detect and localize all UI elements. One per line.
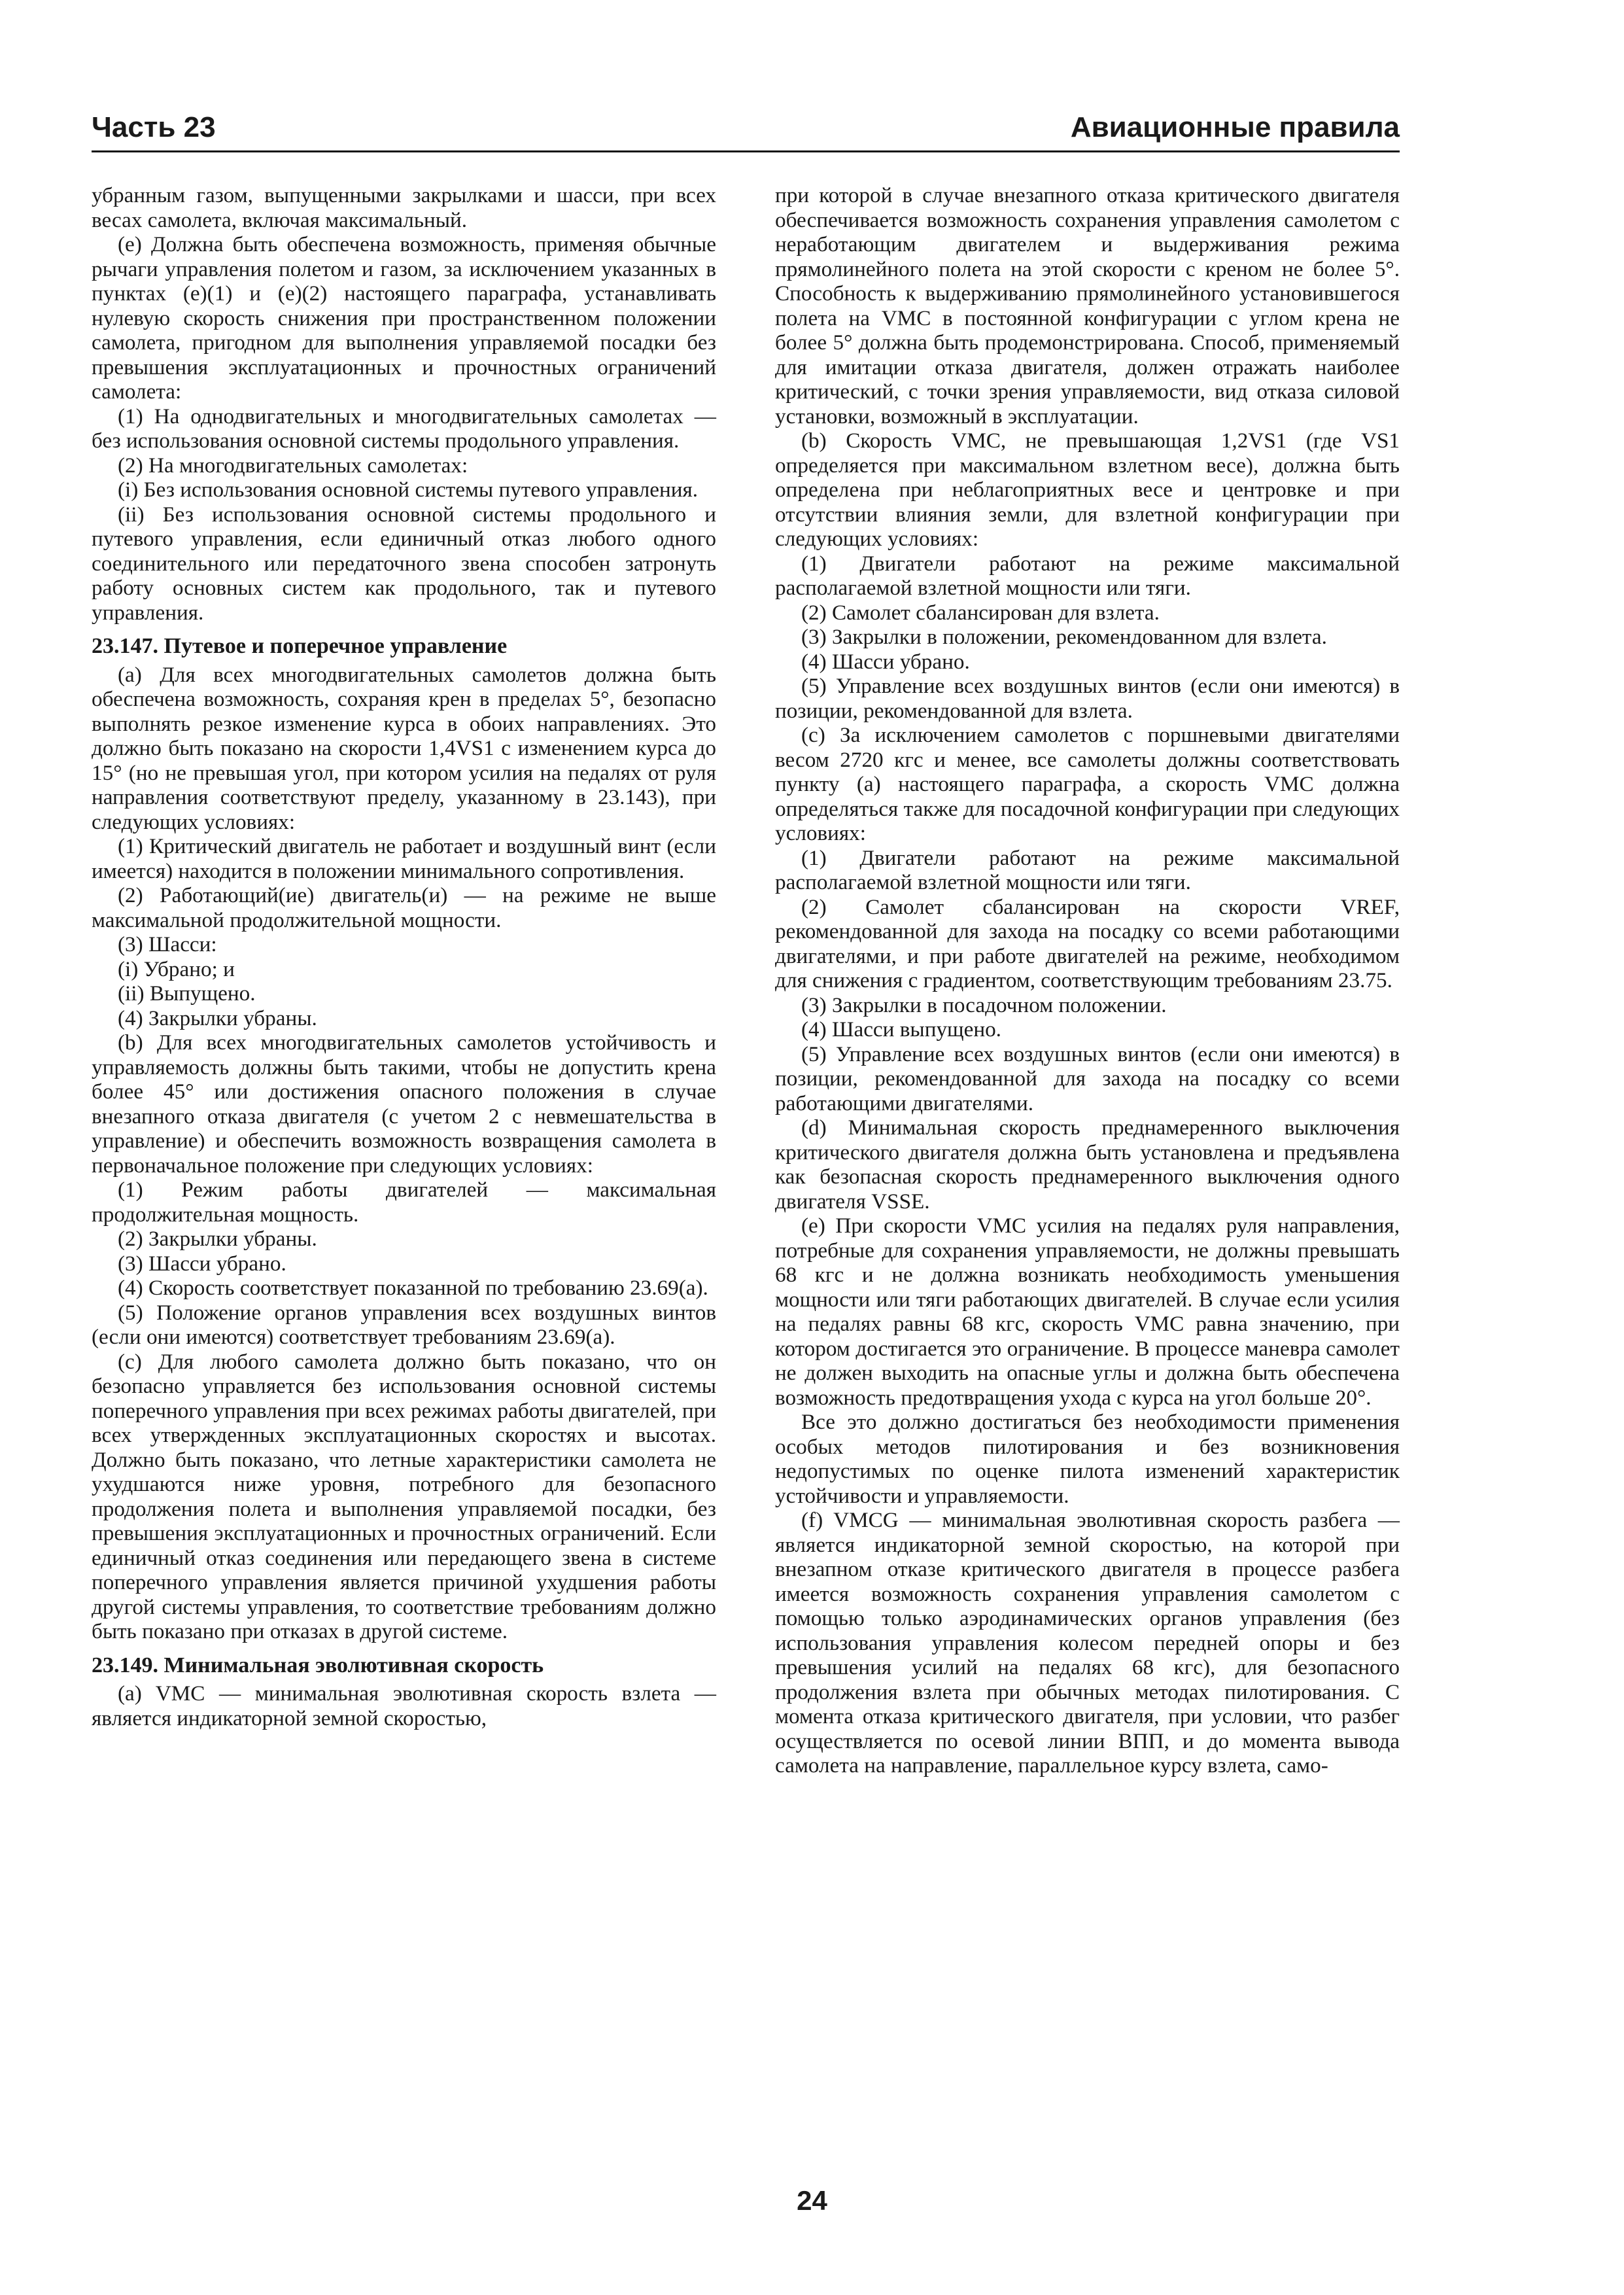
paragraph: (2) Самолет сбалансирован для взлета. <box>801 600 1160 625</box>
header-title: Авиационные правила <box>1070 111 1400 143</box>
paragraph: (e) При скорости VMC усилия на педалях руля направления, потребные для сохранения управляемости, не должны превышать 68 кгс и не должна возникать необходимость уменьшения мощности или тяги работающих двигателей. В случае если усилия на педалях равны 68 кгс, скорость VMC равна значению, при котором достигается это ограничение. В процессе маневра самолет не должен выходить на опасные углы и должна быть обеспечена возможность предотвращения ухода с курса на угол больше 20°. <box>775 1214 1400 1410</box>
page-header <box>92 98 1400 152</box>
paragraph: (4) Закрылки убраны. <box>118 1006 317 1030</box>
paragraph: (c) За исключением самолетов с поршневыми двигателями весом 2720 кгс и менее, все самолеты должны соответствовать пункту (a) настоящего параграфа, а скорость VMC должна определяться также для посадочной конфигурации при следующих условиях: <box>775 723 1400 845</box>
paragraph: (3) Закрылки в положении, рекомендованном для взлета. <box>801 625 1327 649</box>
paragraph: (d) Минимальная скорость преднамеренного выключения критического двигателя должна быть установлена и предъявлена как безопасная скорость преднамеренного выключения одного двигателя VSSE. <box>775 1115 1400 1214</box>
paragraph: (1) Режим работы двигателей — максимальная продолжительная мощность. <box>92 1178 716 1227</box>
paragraph: (a) VMC — минимальная эволютивная скорость взлета — является индикаторной земной скоростью, <box>92 1681 716 1730</box>
section-heading: 23.147. Путевое и поперечное управление <box>92 634 508 658</box>
section-heading: 23.149. Минимальная эволютивная скорость <box>92 1653 544 1677</box>
paragraph: (c) Для любого самолета должно быть показано, что он безопасно управляется без использования основной системы поперечного управления при всех режимах работы двигателей, при всех утвержденных эксплуатационных скоростях и высотах. Должно быть показано, что летные характеристики самолета не ухудшаются ниже уровня, потребного для безопасного продолжения полета и выполнения управляемой посадки, без превышения эксплуатационных и прочностных ограничений. Если единичный отказ соединения или передающего звена в системе поперечного управления является причиной ухудшения работы другой системы управления, то соответствие требованиям должно быть показано при отказах в другой системе. <box>92 1349 716 1643</box>
paragraph: (4) Шасси убрано. <box>801 649 970 674</box>
paragraph: (1) На однодвигательных и многодвигательных самолетах — без использования основной системы продольного управления. <box>92 404 716 453</box>
paragraph: (b) Скорость VMC, не превышающая 1,2VS1 (где VS1 определяется при максимальном взлетном весе), должна быть определена при неблагоприятных весе и центровке и при отсутствии влияния земли, для взлетной конфигурации при следующих условиях: <box>775 429 1400 551</box>
paragraph: (3) Закрылки в посадочном положении. <box>801 992 1167 1017</box>
paragraph: (5) Управление всех воздушных винтов (если они имеются) в позиции, рекомендованной для захода на посадку со всеми работающими двигателями. <box>775 1042 1400 1115</box>
paragraph: (5) Управление всех воздушных винтов (если они имеются) в позиции, рекомендованной для взлета. <box>775 674 1400 723</box>
paragraph: (a) Для всех многодвигательных самолетов должна быть обеспечена возможность, сохраняя крен в пределах 5°, безопасно выполнять резкое изменение курса в обоих направлениях. Это должно быть показано на скорости 1,4VS1 с изменением курса до 15° (но не превышая угол, при котором усилия на педалях от руля направления соответствуют пределу, указанному в 23.143), при следующих условиях: <box>92 662 716 834</box>
page-number: 24 <box>797 2185 827 2216</box>
paragraph: убранным газом, выпущенными закрылками и шасси, при всех весах самолета, включая максимальный. <box>92 183 716 232</box>
paragraph: (ii) Выпущено. <box>118 981 256 1006</box>
paragraph: (3) Шасси: <box>118 932 217 956</box>
paragraph: (2) Самолет сбалансирован на скорости VREF, рекомендованной для захода на посадку со всеми работающими двигателями, и при работе двигателей на режиме, необходимом для снижения с градиентом, соответствующим требованиям 23.75. <box>775 894 1400 992</box>
paragraph: (3) Шасси убрано. <box>118 1251 286 1276</box>
paragraph: (i) Убрано; и <box>118 956 235 981</box>
paragraph: (1) Критический двигатель не работает и воздушный винт (если имеется) находится в положении минимального сопротивления. <box>92 834 716 883</box>
right-column <box>775 183 1400 1778</box>
paragraph: (ii) Без использования основной системы продольного и путевого управления, если единичный отказ любого одного соединительного или передаточного звена способен затронуть работу основных систем как продольного, так и путевого управления. <box>92 502 716 625</box>
paragraph: Все это должно достигаться без необходимости применения особых методов пилотирования и без возникновения недопустимых по оценке пилота изменений характеристик устойчивости и управляемости. <box>775 1410 1400 1508</box>
paragraph: (b) Для всех многодвигательных самолетов устойчивость и управляемость должны быть такими, чтобы не допустить крена более 45° или достижения опасного положения в случае внезапного отказа двигателя (с учетом 2 с невмешательства в управление) и обеспечить возможность возвращения самолета в первоначальное положение при следующих условиях: <box>92 1030 716 1178</box>
paragraph: (5) Положение органов управления всех воздушных винтов (если они имеются) соответствует требованиям 23.69(a). <box>92 1300 716 1349</box>
left-column <box>92 183 716 1730</box>
paragraph: при которой в случае внезапного отказа критического двигателя обеспечивается возможность сохранения управления самолетом с неработающим двигателем и выдерживания режима прямолинейного полета на этой скорости с креном не более 5°. Способность к выдерживанию прямолинейного установившегося полета на VMC в постоянной конфигурации с углом крена не более 5° должна быть продемонстрирована. Способ, применяемый для имитации отказа двигателя, должен отражать наиболее критический, с точки зрения управляемости, вид отказа силовой установки, возможный в эксплуатации. <box>775 183 1400 429</box>
paragraph: (1) Двигатели работают на режиме максимальной располагаемой взлетной мощности или тяги. <box>775 551 1400 600</box>
paragraph: (f) VMCG — минимальная эволютивная скорость разбега — является индикаторной земной скоростью, на которой при внезапном отказе критического двигателя в процессе разбега имеется возможность сохранения управления самолетом с помощью только аэродинамических органов управления (без использования управления колесом передней опоры и без превышения усилий на педалях 68 кгс), для безопасного продолжения взлета при обычных методах пилотирования. С момента отказа критического двигателя, при условии, что разбег осуществляется по осевой линии ВПП, и до момента вывода самолета на направление, параллельное курсу взлета, само- <box>775 1508 1400 1778</box>
paragraph: (2) Закрылки убраны. <box>118 1227 317 1251</box>
paragraph: (1) Двигатели работают на режиме максимальной располагаемой взлетной мощности или тяги. <box>775 845 1400 894</box>
header-part: Часть 23 <box>92 111 216 143</box>
paragraph: (2) На многодвигательных самолетах: <box>118 453 468 478</box>
paragraph: (4) Шасси выпущено. <box>801 1017 1001 1042</box>
paragraph: (2) Работающий(ие) двигатель(и) — на режиме не выше максимальной продолжительной мощности. <box>92 883 716 932</box>
paragraph: (4) Скорость соответствует показанной по требованию 23.69(a). <box>118 1276 708 1300</box>
paragraph: (i) Без использования основной системы путевого управления. <box>118 478 699 502</box>
paragraph: (e) Должна быть обеспечена возможность, применяя обычные рычаги управления полетом и газом, за исключением указанных в пунктах (e)(1) и (e)(2) настоящего параграфа, устанавливать нулевую скорость снижения при пространственном положении самолета, пригодном для выполнения управляемой посадки без превышения эксплуатационных и прочностных ограничений самолета: <box>92 232 716 404</box>
